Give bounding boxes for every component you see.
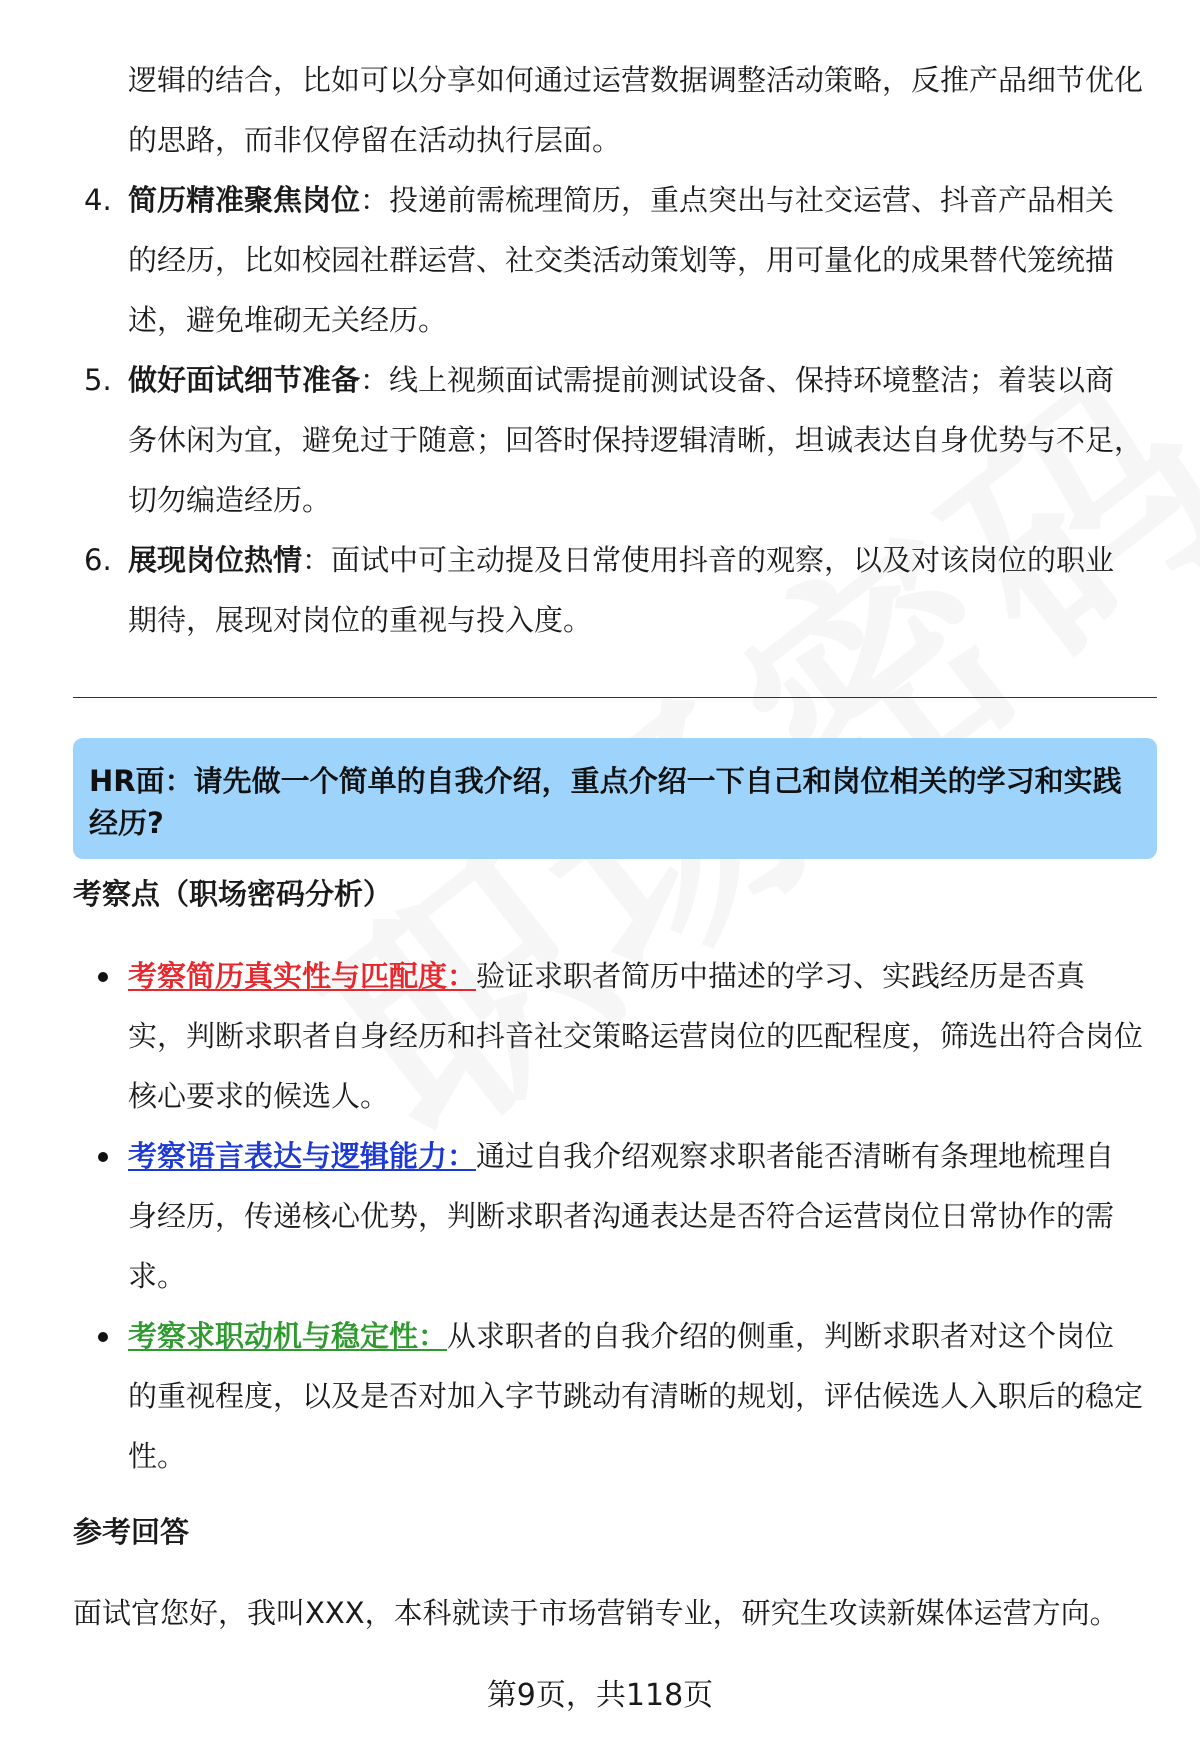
bullet-item [128,946,1143,1126]
bullet-text: 从求职者的自我介绍的侧重，判断求职者对这个岗位的重视程度，以及是否对加入字节跳动有清晰的规划，评估候选人入职后的稳定性。 [128,1319,1144,1473]
list-item-title: 简历精准聚焦岗位 [128,183,361,217]
question-text: HR面：请先做一个简单的自我介绍，重点介绍一下自己和岗位相关的学习和实践经历? [89,764,1122,840]
bullet-item [128,1126,1143,1306]
answer-paragraph: 面试官您好，我叫XXX，本科就读于市场营销专业，研究生攻读新媒体运营方向。 [73,1596,1119,1630]
bullet-text: 验证求职者简历中描述的学习、实践经历是否真实，判断求职者自身经历和抖音社交策略运营岗位的匹配程度，筛选出符合岗位核心要求的候选人。 [128,959,1144,1113]
bullet-dot [98,972,108,982]
bullet-text: 通过自我介绍观察求职者能否清晰有条理地梳理自身经历，传递核心优势，判断求职者沟通表达是否符合运营岗位日常协作的需求。 [128,1139,1115,1293]
bullet-key: 考察求职动机与稳定性： [128,1319,448,1353]
list-item-title: 做好面试细节准备 [128,363,361,397]
list-item-text: ：投递前需梳理简历，重点突出与社交运营、抖音产品相关的经历，比如校园社群运营、社交类活动策划等，用可量化的成果替代笼统描述，避免堆砌无关经历。 [128,183,1115,337]
bullet-dot [98,1332,108,1342]
tips-list [84,50,1144,650]
list-item [84,170,1143,350]
question-box [73,738,1157,859]
list-item-text: ：线上视频面试需提前测试设备、保持环境整洁；着装以商务休闲为宜，避免过于随意；回答时保持逻辑清晰，坦诚表达自身优势与不足，切勿编造经历。 [128,363,1144,517]
bullet-dot [98,1152,108,1162]
section-divider [73,697,1157,698]
bullet-item [128,1306,1143,1486]
list-item-number: 4. [84,183,112,217]
list-item [84,350,1144,530]
answer-heading: 参考回答 [73,1515,190,1549]
list-item-number: 5. [84,363,112,397]
list-item [128,50,1143,170]
list-item [84,530,1143,650]
list-item-text: 逻辑的结合，比如可以分享如何通过运营数据调整活动策略，反推产品细节优化的思路，而非仅停留在活动执行层面。 [128,63,1144,157]
list-item-text: ：面试中可主动提及日常使用抖音的观察，以及对该岗位的职业期待，展现对岗位的重视与投入度。 [128,543,1115,637]
bullet-key: 考察简历真实性与匹配度： [128,959,477,993]
analysis-bullets [128,946,1143,1486]
bullet-key: 考察语言表达与逻辑能力： [128,1139,477,1173]
analysis-heading: 考察点（职场密码分析） [73,877,393,911]
page-footer: 第9页，共118页 [486,1678,714,1713]
list-item-number: 6. [84,543,112,577]
list-item-title: 展现岗位热情 [128,543,303,577]
